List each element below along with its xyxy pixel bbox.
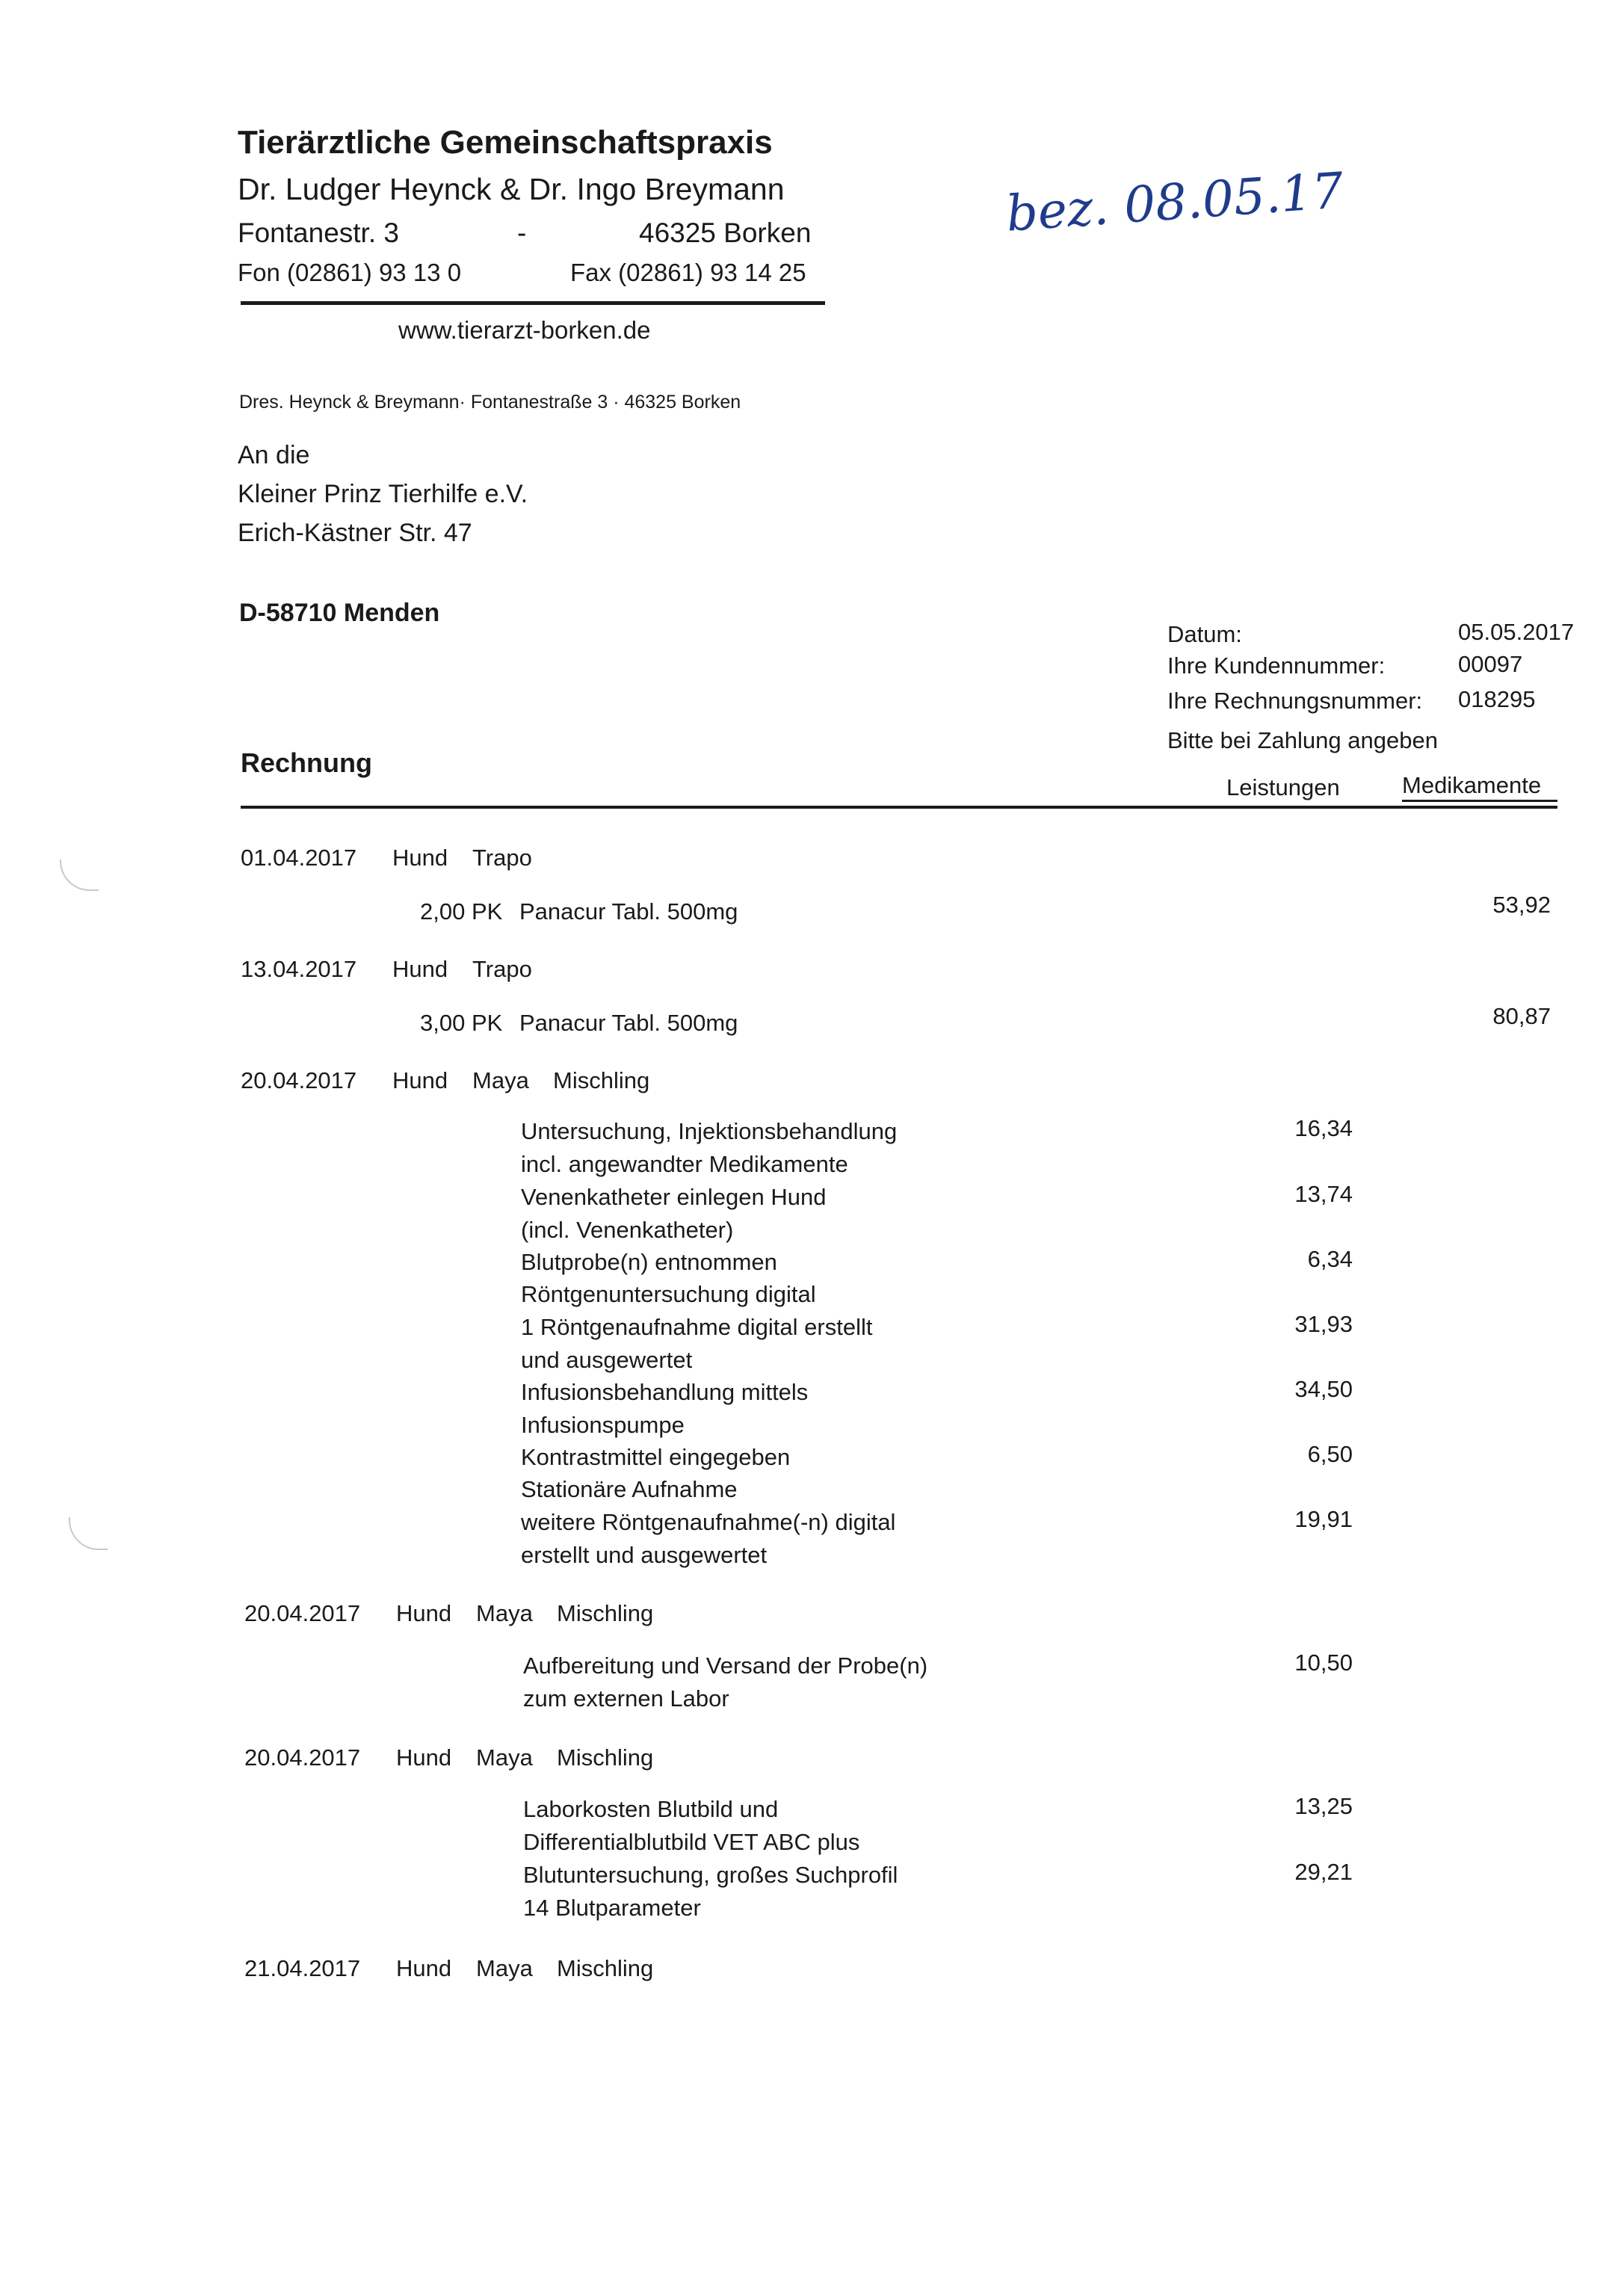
sender-line: Dres. Heynck & Breymann· Fontanestraße 3 · 46325 Borken: [239, 392, 741, 413]
entry-date: 20.04.2017: [244, 1600, 361, 1626]
recipient-line-1: An die: [238, 441, 310, 469]
item-description: Differentialblutbild VET ABC plus: [523, 1828, 860, 1855]
item-services-amount: 10,50: [1294, 1650, 1353, 1676]
item-description: 1 Röntgenaufnahme digital erstellt: [521, 1314, 873, 1340]
practice-street: Fontanestr. 3: [238, 217, 399, 248]
item-description: Infusionsbehandlung mittels: [521, 1379, 809, 1405]
column-header-medications: Medikamente: [1402, 772, 1542, 798]
item-description: Röntgenuntersuchung digital: [521, 1281, 816, 1307]
entry-species: Hund: [396, 1744, 452, 1771]
entry-animal-name: Maya: [472, 1067, 529, 1093]
entry-date: 20.04.2017: [244, 1744, 361, 1771]
entry-breed: Mischling: [553, 1067, 650, 1093]
item-description: Infusionspumpe: [521, 1411, 685, 1438]
recipient-line-2: Kleiner Prinz Tierhilfe e.V.: [238, 480, 528, 508]
punch-hole-mark: [69, 1517, 108, 1550]
recipient-line-3: Erich-Kästner Str. 47: [238, 519, 472, 547]
item-description: weitere Röntgenaufnahme(-n) digital: [521, 1509, 896, 1535]
entry-species: Hund: [396, 1955, 452, 1981]
practice-fax: Fax (02861) 93 14 25: [570, 259, 806, 286]
entry-animal-name: Maya: [476, 1955, 533, 1981]
payment-note: Bitte bei Zahlung angeben: [1167, 727, 1438, 753]
item-description: Blutuntersuchung, großes Suchprofil: [523, 1862, 898, 1888]
item-services-amount: 19,91: [1294, 1506, 1353, 1532]
item-description: Aufbereitung und Versand der Probe(n): [523, 1652, 928, 1679]
item-services-amount: 13,74: [1294, 1181, 1353, 1207]
doctor-names: Dr. Ludger Heynck & Dr. Ingo Breymann: [238, 172, 785, 206]
practice-name: Tierärztliche Gemeinschaftspraxis: [238, 124, 773, 161]
item-services-amount: 6,34: [1307, 1246, 1353, 1272]
date-value: 05.05.2017: [1458, 619, 1575, 645]
entry-date: 01.04.2017: [241, 845, 357, 871]
item-description: zum externen Labor: [523, 1685, 729, 1712]
entry-species: Hund: [392, 845, 448, 871]
entry-breed: Mischling: [557, 1600, 654, 1626]
entry-date: 20.04.2017: [241, 1067, 357, 1093]
invoice-number-label: Ihre Rechnungsnummer:: [1167, 688, 1423, 714]
entry-date: 13.04.2017: [241, 956, 357, 982]
handwritten-paid-note: bez. 08.05.17: [1004, 161, 1346, 243]
item-services-amount: 31,93: [1294, 1311, 1353, 1337]
entry-animal-name: Maya: [476, 1744, 533, 1771]
invoice-table-rule: [241, 806, 1557, 809]
invoice-title: Rechnung: [241, 747, 372, 778]
column-header-services: Leistungen: [1226, 774, 1340, 800]
address-dash: -: [517, 217, 527, 248]
item-services-amount: 6,50: [1307, 1441, 1353, 1467]
item-description: incl. angewandter Medikamente: [521, 1150, 848, 1177]
item-services-amount: 13,25: [1294, 1793, 1353, 1819]
customer-number-value: 00097: [1458, 651, 1523, 677]
invoice-number-value: 018295: [1458, 686, 1536, 712]
entry-animal-name: Trapo: [472, 845, 532, 871]
item-quantity: 2,00 PK: [420, 898, 503, 925]
entry-animal-name: Maya: [476, 1600, 533, 1626]
customer-number-label: Ihre Kundennummer:: [1167, 652, 1386, 679]
item-description: Panacur Tabl. 500mg: [519, 1010, 738, 1036]
practice-website: www.tierarzt-borken.de: [398, 316, 651, 344]
header-rule-right: [1402, 800, 1557, 802]
entry-breed: Mischling: [557, 1744, 654, 1771]
date-label: Datum:: [1167, 621, 1242, 647]
item-medications-amount: 53,92: [1492, 892, 1551, 918]
item-services-amount: 16,34: [1294, 1115, 1353, 1141]
punch-hole-mark: [60, 860, 99, 891]
item-description: Stationäre Aufnahme: [521, 1476, 738, 1502]
recipient-city: D-58710 Menden: [239, 599, 440, 627]
item-description: Panacur Tabl. 500mg: [519, 898, 738, 925]
entry-species: Hund: [396, 1600, 452, 1626]
entry-species: Hund: [392, 1067, 448, 1093]
entry-breed: Mischling: [557, 1955, 654, 1981]
entry-animal-name: Trapo: [472, 956, 532, 982]
item-description: (incl. Venenkatheter): [521, 1216, 734, 1243]
item-quantity: 3,00 PK: [420, 1010, 503, 1036]
item-medications-amount: 80,87: [1492, 1003, 1551, 1029]
practice-phone: Fon (02861) 93 13 0: [238, 259, 462, 286]
practice-city: 46325 Borken: [639, 217, 812, 248]
entry-species: Hund: [392, 956, 448, 982]
item-services-amount: 29,21: [1294, 1859, 1353, 1885]
item-description: Laborkosten Blutbild und: [523, 1796, 779, 1822]
letterhead-rule: [241, 301, 825, 305]
item-description: und ausgewertet: [521, 1346, 693, 1373]
entry-date: 21.04.2017: [244, 1955, 361, 1981]
item-description: erstellt und ausgewertet: [521, 1541, 768, 1568]
item-services-amount: 34,50: [1294, 1376, 1353, 1402]
item-description: Kontrastmittel eingegeben: [521, 1444, 791, 1470]
item-description: Untersuchung, Injektionsbehandlung: [521, 1118, 898, 1144]
item-description: 14 Blutparameter: [523, 1894, 701, 1921]
item-description: Blutprobe(n) entnommen: [521, 1249, 777, 1275]
item-description: Venenkatheter einlegen Hund: [521, 1184, 827, 1210]
